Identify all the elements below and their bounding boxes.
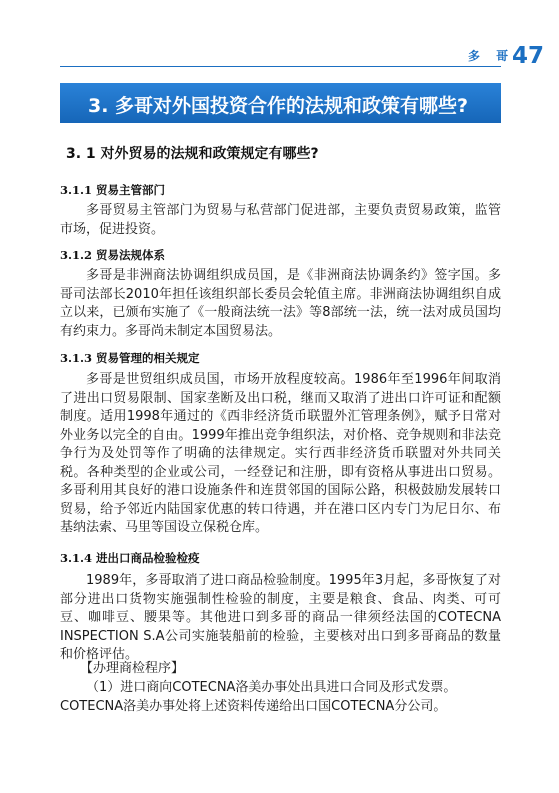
- subsection-heading-3-1-3: 3.1.3 贸易管理的相关规定: [60, 351, 200, 365]
- subsection-heading-3-1-2: 3.1.2 贸易法规体系: [60, 248, 166, 262]
- running-header-country: 多 哥: [468, 49, 515, 63]
- chapter-title: 3. 多哥对外国投资合作的法规和政策有哪些?: [88, 95, 469, 117]
- header-rule: [60, 66, 501, 67]
- subsection-heading-3-1-4: 3.1.4 进出口商品检验检疫: [60, 551, 200, 565]
- procedure-step-1-continued: COTECNA洛美办事处将上述资料传递给出口国COTECNA分公司。: [60, 699, 447, 714]
- paragraph-3-1-1: 多哥贸易主管部门为贸易与私营部门促进部，主要负责贸易政策，监管市场，促进投资。: [60, 203, 501, 237]
- section-heading-3-1: 3. 1 对外贸易的法规和政策规定有哪些?: [66, 146, 319, 162]
- page-number: 47: [512, 43, 545, 69]
- paragraph-3-1-2: 多哥是非洲商法协调组织成员国，是《非洲商法协调条约》签字国。多哥司法部长2010年担任该组织部长委员会轮值主席。非洲商法协调组织自成立以来，已颁布实施了《一般商法统一法》等8部统一法，统一法对成员国均有约束力。多哥尚未制定本国贸易法。: [60, 268, 501, 339]
- subsection-heading-3-1-1: 3.1.1 贸易主管部门: [60, 183, 166, 197]
- procedure-step-1: （1）进口商向COTECNA洛美办事处出具进口合同及形式发票。: [86, 680, 457, 695]
- paragraph-3-1-3: 多哥是世贸组织成员国，市场开放程度较高。1986年至1996年间取消了进出口贸易限制、国家垄断及出口税，继而又取消了进出口许可证和配额制度。适用1998年通过的《西非经济货币联盟外汇管理条例》，赋予日常对外业务以完全的自由。1999年推出竞争组织法，对价格、竞争规则和非法竞争行为及处罚等作了明确的法律规定。实行西非经济货币联盟对外共同关税。各种类型的企业或公司，一经登记和注册，即有资格从事进出口贸易。多哥利用其良好的港口设施条件和连贯邻国的国际公路，积极鼓励发展转口贸易，给予邻近内陆国家优惠的转口待遇，并在港口区内专门为尼日尔、布基纳法索、马里等国设立保税仓库。: [60, 372, 501, 535]
- paragraph-3-1-4: 1989年，多哥取消了进口商品检验制度。1995年3月起，多哥恢复了对部分进出口货物实施强制性检验的制度，主要是粮食、食品、肉类、可可豆、咖啡豆、腰果等。其他进口到多哥的商品一律须经法国的COTECNA INSPECTION S.A公司实施装船前的检验，主要核对出口到多哥商品的数量和价格评估。: [60, 573, 501, 662]
- procedure-label: 【办理商检程序】: [80, 661, 185, 676]
